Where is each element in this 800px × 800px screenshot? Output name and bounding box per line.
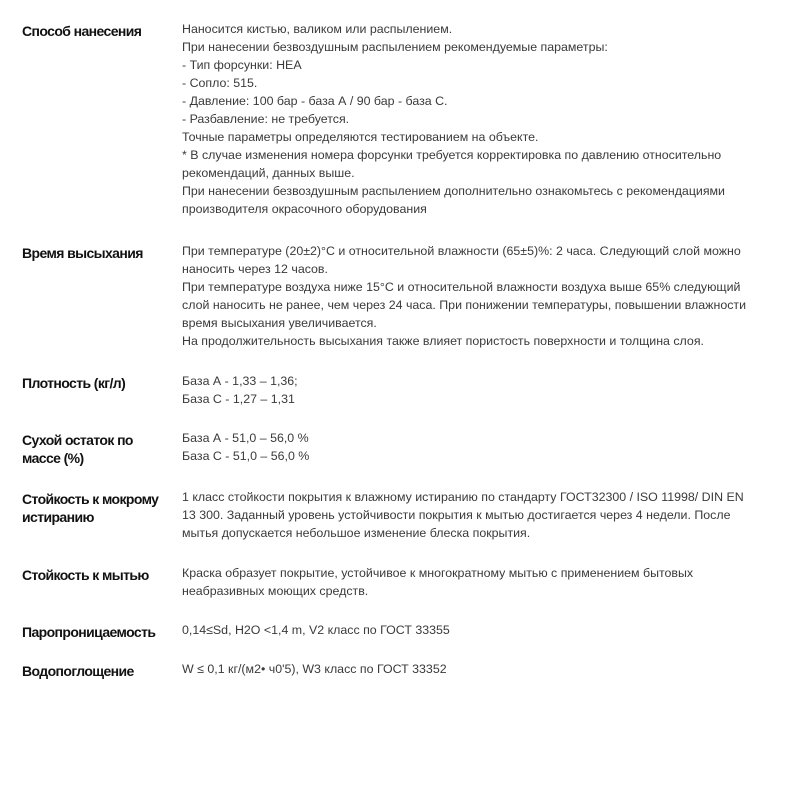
spec-line: - Сопло: 515.	[182, 76, 258, 90]
spec-value	[182, 242, 792, 350]
spec-row-wash-resistance	[22, 564, 792, 600]
spec-line: * В случае изменения номера форсунки требуется корректировка по давлению относительно	[182, 148, 722, 162]
spec-line: При нанесении безвоздушным распылением рекомендуемые параметры:	[182, 40, 608, 54]
spec-line: мытья допускается небольшое изменение блеска покрытия.	[182, 526, 531, 540]
spec-row-wet-abrasion	[22, 488, 792, 542]
spec-line: Наносится кистью, валиком или распылением.	[182, 22, 453, 36]
spec-value	[182, 372, 792, 408]
spec-line: наносить через 12 часов.	[182, 262, 328, 276]
spec-line: - Разбавление: не требуется.	[182, 112, 350, 126]
spec-label: Стойкость к мытью	[22, 567, 149, 583]
spec-label: Водопоглощение	[22, 663, 134, 679]
spec-line: Точные параметры определяются тестированием на объекте.	[182, 130, 539, 144]
spec-line: На продолжительность высыхания также влияет пористость поверхности и толщина слоя.	[182, 334, 704, 348]
spec-label: Плотность (кг/л)	[22, 375, 126, 391]
spec-line: При нанесении безвоздушным распылением дополнительно ознакомьтесь с рекомендациями	[182, 184, 725, 198]
spec-row-drying-time	[22, 242, 792, 350]
spec-row-dry-residue	[22, 429, 792, 467]
spec-label: Время высыхания	[22, 245, 143, 261]
spec-line: - Давление: 100 бар - база А / 90 бар - база С.	[182, 94, 448, 108]
spec-value	[182, 621, 792, 641]
spec-line: неабразивных моющих средств.	[182, 584, 369, 598]
spec-line: слой наносить не ранее, чем через 24 часа. При понижении температуры, повышении влажности	[182, 298, 746, 312]
spec-line: База А - 1,33 – 1,36;	[182, 374, 298, 388]
spec-row-vapor-permeability	[22, 621, 792, 641]
spec-line: рекомендаций, данных выше.	[182, 166, 355, 180]
spec-line: время высыхания увеличивается.	[182, 316, 377, 330]
spec-line: База С - 1,27 – 1,31	[182, 392, 295, 406]
spec-line: производителя окрасочного оборудования	[182, 202, 427, 216]
spec-line: 0,14≤Sd, H2O <1,4 m, V2 класс по ГОСТ 33355	[182, 623, 450, 637]
spec-value	[182, 20, 792, 218]
spec-line: При температуре воздуха ниже 15°С и относительной влажности воздуха выше 65% следующий	[182, 280, 741, 294]
spec-line: При температуре (20±2)°С и относительной влажности (65±5)%: 2 часа. Следующий слой можно	[182, 244, 741, 258]
spec-line: - Тип форсунки: HEA	[182, 58, 302, 72]
spec-line: 13 300. Заданный уровень устойчивости покрытия к мытью достигается через 4 недели. После	[182, 508, 731, 522]
spec-row-application-method	[22, 20, 792, 218]
spec-label: Стойкость к мокрому истиранию	[22, 491, 159, 525]
spec-value	[182, 429, 792, 467]
spec-line: W ≤ 0,1 кг/(м2• ч0'5), W3 класс по ГОСТ 33352	[182, 662, 447, 676]
spec-label: Способ нанесения	[22, 23, 142, 39]
spec-value	[182, 564, 792, 600]
spec-label: Паропроницаемость	[22, 624, 156, 640]
spec-row-water-absorption	[22, 660, 792, 680]
spec-line: Краска образует покрытие, устойчивое к многократному мытью с применением бытовых	[182, 566, 694, 580]
spec-label: Сухой остаток по массе (%)	[22, 432, 133, 466]
spec-value	[182, 488, 792, 542]
spec-row-density	[22, 372, 792, 408]
spec-line: База С - 51,0 – 56,0 %	[182, 449, 310, 463]
spec-value	[182, 660, 792, 680]
spec-line: 1 класс стойкости покрытия к влажному истиранию по стандарту ГОСТ32300 / ISO 11998/ DIN EN	[182, 490, 744, 504]
spec-line: База А - 51,0 – 56,0 %	[182, 431, 309, 445]
